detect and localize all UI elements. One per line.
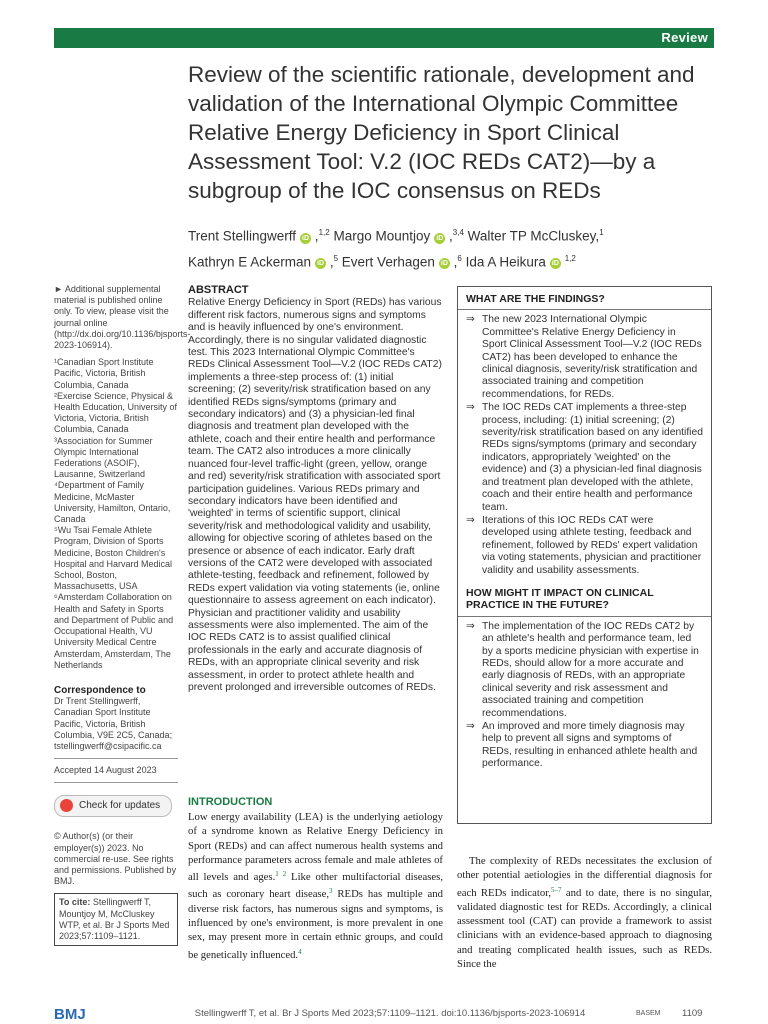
correspondence-heading: Correspondence to (54, 684, 146, 696)
section-bar (54, 28, 714, 48)
article-title: Review of the scientific rationale, development and validation of the International Olympic Committee Relative Energy Deficiency in Sport Clinical Assessment Tool: V.2 (IOC REDs CAT2)—by a subgroup of the IOC consensus on REDs (188, 62, 695, 203)
author-affiliation-sup: 1 (599, 228, 604, 237)
check-for-updates-button[interactable] (54, 795, 172, 817)
author-name[interactable]: Trent Stellingwerff (188, 228, 297, 244)
arrow-icon: ⇒ (466, 620, 475, 632)
list-item-text: The IOC REDs CAT implements a three-step process, including: (1) initial screening; (2) severity/risk stratification based on any identified REDs signs/symptoms (primary and secondary indicators, appropriately 'weighted' on the evidence) and (3) a physician-led final diagnosis and treatment plan developed with the athlete, coach and their entire health and performance team. (482, 402, 703, 513)
author-affiliation-sup: 6 (457, 253, 462, 263)
cite-box (54, 893, 178, 946)
footer-citation: Stellingwerff T, et al. Br J Sports Med 2023;57:1109–1121. doi:10.1136/bjsports-2023-106914 (194, 1008, 586, 1019)
accepted-date: Accepted 14 August 2023 (54, 765, 157, 776)
author-name[interactable]: Evert Verhagen (341, 254, 435, 269)
arrow-icon: ⇒ (466, 402, 475, 414)
divider (458, 616, 711, 617)
list-item (466, 721, 703, 771)
reference-link[interactable]: 1 2 (275, 870, 287, 879)
bmj-logo: BMJ (54, 1006, 86, 1023)
author-name[interactable]: Kathryn E Ackerman (188, 254, 312, 269)
affiliation: ⁶Amsterdam Collaboration on Health and Safety in Sports and Department of Public and Occupational Health, VU University Medical Centre Amsterdam, Amsterdam, The Netherlands (54, 592, 174, 670)
basem-logo: BASEM (636, 1010, 661, 1017)
affiliations (54, 357, 178, 671)
body-column-left (188, 810, 443, 962)
reference-link[interactable]: 3 (329, 887, 333, 896)
abstract-heading: ABSTRACT (188, 284, 249, 296)
list-item (466, 402, 703, 514)
reference-link[interactable]: 5–7 (551, 885, 562, 894)
crossmark-icon (60, 799, 73, 812)
reference-link[interactable]: 4 (298, 947, 302, 956)
cite-label: To cite: (59, 897, 91, 908)
list-item-text: Iterations of this IOC REDs CAT were developed using athlete testing, feedback and refinement, followed by REDs' expert validation via voting statements, physician and practitioner validity and usability assessments. (482, 514, 702, 576)
orcid-icon[interactable]: iD (440, 260, 448, 267)
affiliation: ¹Canadian Sport Institute Pacific, Victoria, British Columbia, Canada (54, 357, 154, 390)
correspondence-text[interactable]: Dr Trent Stellingwerff, Canadian Sport Institute Pacific, Victoria, British Columbia, V9E 2C5, Canada; tstellingwerff@csipacific.ca (54, 696, 173, 751)
abstract (188, 284, 443, 694)
author-affiliation-sup: 5 (333, 253, 339, 263)
body-text: REDs has multiple and diverse risk factors, has numerous signs and symptoms, is influenced by one's environment, is more prevalent in one sex, may present more in certain ethnic groups, and could be genetically influenced. (188, 888, 443, 961)
body-column-right (457, 854, 712, 971)
list-item (466, 621, 703, 720)
author-name[interactable]: Ida A Heikura (465, 254, 546, 269)
copyright-note: © Author(s) (or their employer(s)) 2023. No commercial re-use. See rights and permissions. Published by BMJ. (54, 831, 177, 887)
abstract-text: Relative Energy Deficiency in Sport (REDs) has various different risk factors, numerous signs and symptoms and is heavily influenced by one's environment. Accordingly, there is no singular validated diagnostic test. This 2023 International Olympic Committee's REDs Clinical Assessment Tool—V.2 (IOC REDs CAT2) implements a three-step process of: (1) initial screening; (2) severity/risk stratification based on any identified REDs signs/symptoms (primary and secondary indicators) and (3) a physician-led final diagnosis and treatment plan developed with the athlete, coach and their entire health and performance team. The CAT2 also introduces a more clinically nuanced four-level traffic-light (green, yellow, orange and red) severity/risk stratification with associated sport participation guidelines. Various REDs primary and secondary indicators have been identified and 'weighted' in terms of scientific support, clinical severity/risk and methodological validity and usability, allowing for objective scoring of athletes based on the presence or absence of each indicator. Early draft versions of the CAT2 were developed with associated athlete-testing, feedback and refinement, followed by REDs expert validation via voting statements (ie, online questionnaire to assess agreement on each indicator). Physician and practitioner validity and usability assessments were also implemented. The aim of the IOC REDs CAT2 is to assist qualified clinical professionals in the early and accurate diagnosis of REDs, with an appropriate clinical severity and risk assessment, in order to protect athlete health and prevent prolonged and irreversible outcomes of REDs. (188, 297, 442, 693)
cite-text: Stellingwerff T, Mountjoy M, McCluskey WTP, et al. Br J Sports Med 2023;57:1109–1121. (59, 897, 170, 941)
findings-heading: WHAT ARE THE FINDINGS? (466, 293, 605, 305)
affiliation: ²Exercise Science, Physical & Health Education, University of Victoria, Victoria, British Columbia, Canada (54, 390, 178, 435)
orcid-icon[interactable]: iD (551, 260, 559, 267)
body-text: Low energy availability (LEA) is the underlying aetiology of a syndrome known as Relative Energy Deficiency in Sport (REDs) and can affect numerous health systems and performance parameters across female and male athletes of all levels and ages. (188, 811, 443, 884)
list-item-text: The implementation of the IOC REDs CAT2 by an athlete's health and performance team, led by a sports medicine physician with expertise in REDs, should allow for a more accurate and early diagnosis of REDs, with an appropriate clinical severity and risk assessment and associated training and competition recommendations. (482, 620, 699, 719)
supplemental-note[interactable]: ► Additional supplemental material is published online only. To view, please visit the journal online (http://dx.doi.org/10.1136/bjsports-2023-106914). (54, 284, 191, 351)
author-affiliation-sup: 3,4 (452, 228, 464, 237)
body-text: The complexity of REDs necessitates the exclusion of other potential aetiologies in the differential diagnosis for each REDs indicator, (457, 855, 712, 899)
list-item-text: An improved and more timely diagnosis may help to prevent all signs and symptoms of REDs, resulting in enhanced athlete health and performance. (482, 721, 698, 770)
section-label: Review (661, 30, 708, 45)
body-text: Like other multifactorial diseases, such as coronary heart disease, (188, 871, 444, 901)
divider (458, 309, 711, 310)
divider (54, 758, 178, 759)
impact-heading: HOW MIGHT IT IMPACT ON CLINICAL PRACTICE IN THE FUTURE? (466, 586, 654, 612)
body-paragraph (188, 810, 443, 962)
findings-list (466, 314, 703, 577)
orcid-icon[interactable]: iD (436, 234, 444, 242)
orcid-icon[interactable]: iD (317, 260, 325, 267)
author-list: Trent Stellingwerff iD ,$^{1,2}$ Margo Mountjoy iD ,$^{3,4}$ Walter TP McCluskey,$^1$ Kathryn E Ackerman iD ,$^5$ Evert Verhagen iD ,$^6$ Ida A Heikura iD $^{1,2}$ (188, 228, 604, 269)
divider (54, 782, 178, 783)
author-name[interactable]: Margo Mountjoy (333, 228, 431, 244)
article-sidebar (54, 284, 191, 946)
author-name[interactable]: Walter TP McCluskey, (467, 228, 600, 244)
list-item (466, 314, 703, 401)
arrow-icon: ⇒ (466, 514, 475, 526)
introduction-heading: INTRODUCTION (188, 796, 273, 808)
affiliation: ⁴Department of Family Medicine, McMaster University, Hamilton, Ontario, Canada (54, 480, 171, 525)
page-number: 1109 (682, 1008, 703, 1019)
arrow-icon: ⇒ (466, 314, 475, 326)
affiliation: ⁵Wu Tsai Female Athlete Program, Division of Sports Medicine, Boston Children's Hospital and Harvard Medical School, Boston, Massachusetts, USA (54, 525, 173, 592)
arrow-icon: ⇒ (466, 721, 475, 732)
impact-list (466, 621, 703, 771)
orcid-icon[interactable]: iD (302, 234, 310, 242)
affiliation: ³Association for Summer Olympic International Federations (ASOIF), Lausanne, Switzerland (54, 435, 153, 480)
list-item-text: The new 2023 International Olympic Committee's Relative Energy Deficiency in Sport Clinical Assessment Tool—V.2 (IOC REDs CAT2) has been developed to enhance the clinical diagnosis, severity/risk stratification and associated training and competition recommendations, for REDs. (482, 314, 702, 400)
body-paragraph (457, 854, 712, 971)
author-affiliation-sup: 1,2 (564, 253, 576, 263)
author-affiliation-sup: 1,2 (318, 228, 330, 237)
body-text: and to date, there is no singular, validated diagnostic test for REDs. Accordingly, a clinical assessment tool (CAT) can provide a framework to assist clinicians with an evidence-based approach to diagnosing and treating complicated health issues, such as REDs. Since the (457, 886, 712, 971)
key-findings-box (457, 286, 712, 824)
check-for-updates-label: Check for updates (79, 800, 161, 812)
list-item (466, 515, 703, 577)
